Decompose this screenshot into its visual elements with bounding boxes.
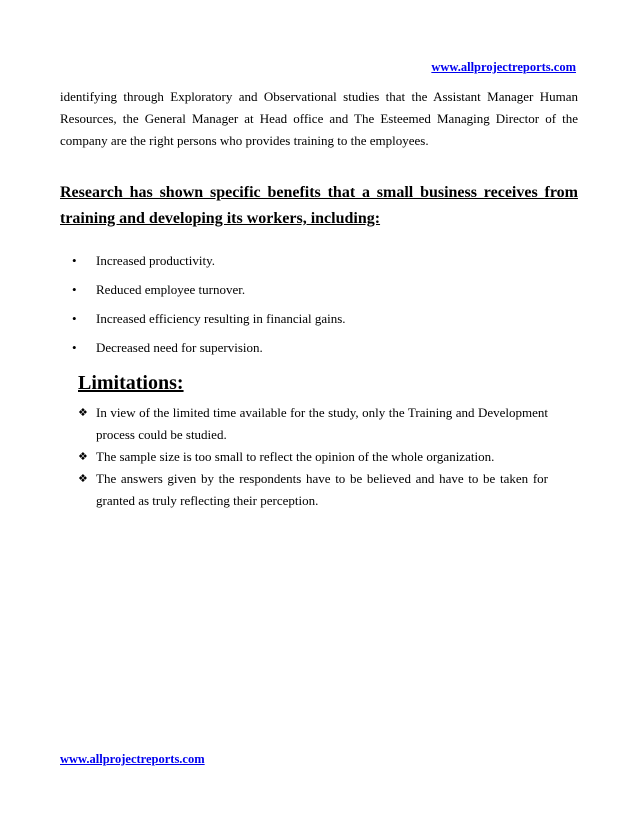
list-item	[60, 281, 578, 310]
list-item	[78, 468, 548, 512]
diamond-bullet-icon: ❖	[78, 406, 88, 419]
benefits-list	[60, 252, 578, 368]
bullet-icon: •	[72, 311, 77, 326]
list-item	[60, 339, 578, 368]
list-item-text: Decreased need for supervision.	[96, 340, 263, 355]
list-item	[60, 252, 578, 281]
limitations-title: Limitations:	[78, 372, 184, 394]
diamond-bullet-icon: ❖	[78, 450, 88, 463]
list-item-text: The sample size is too small to reflect the opinion of the whole organization.	[96, 449, 495, 464]
footer-website-link[interactable]: www.allprojectreports.com	[60, 752, 205, 766]
bullet-icon: •	[72, 340, 77, 355]
bullet-icon: •	[72, 282, 77, 297]
benefits-heading: Research has shown specific benefits that a small business receives from training and developing its workers, including:	[60, 184, 578, 227]
limitations-list	[78, 402, 548, 512]
header-website-link[interactable]: www.allprojectreports.com	[431, 60, 576, 74]
diamond-bullet-icon: ❖	[78, 472, 88, 485]
list-item	[78, 446, 548, 468]
list-item-text: Increased productivity.	[96, 253, 215, 268]
list-item-text: In view of the limited time available for the study, only the Training and Development process could be studied.	[96, 405, 548, 442]
intro-paragraph: identifying through Exploratory and Observational studies that the Assistant Manager Human Resources, the General Manager at Head office and The Esteemed Managing Director of the company are the right persons who provides training to the employees.	[60, 89, 578, 148]
list-item	[78, 402, 548, 446]
list-item-text: Increased efficiency resulting in financial gains.	[96, 311, 346, 326]
list-item-text: The answers given by the respondents have to be believed and have to be taken for granted as truly reflecting their perception.	[96, 471, 548, 508]
bullet-icon: •	[72, 253, 77, 268]
list-item-text: Reduced employee turnover.	[96, 282, 246, 297]
list-item	[60, 310, 578, 339]
